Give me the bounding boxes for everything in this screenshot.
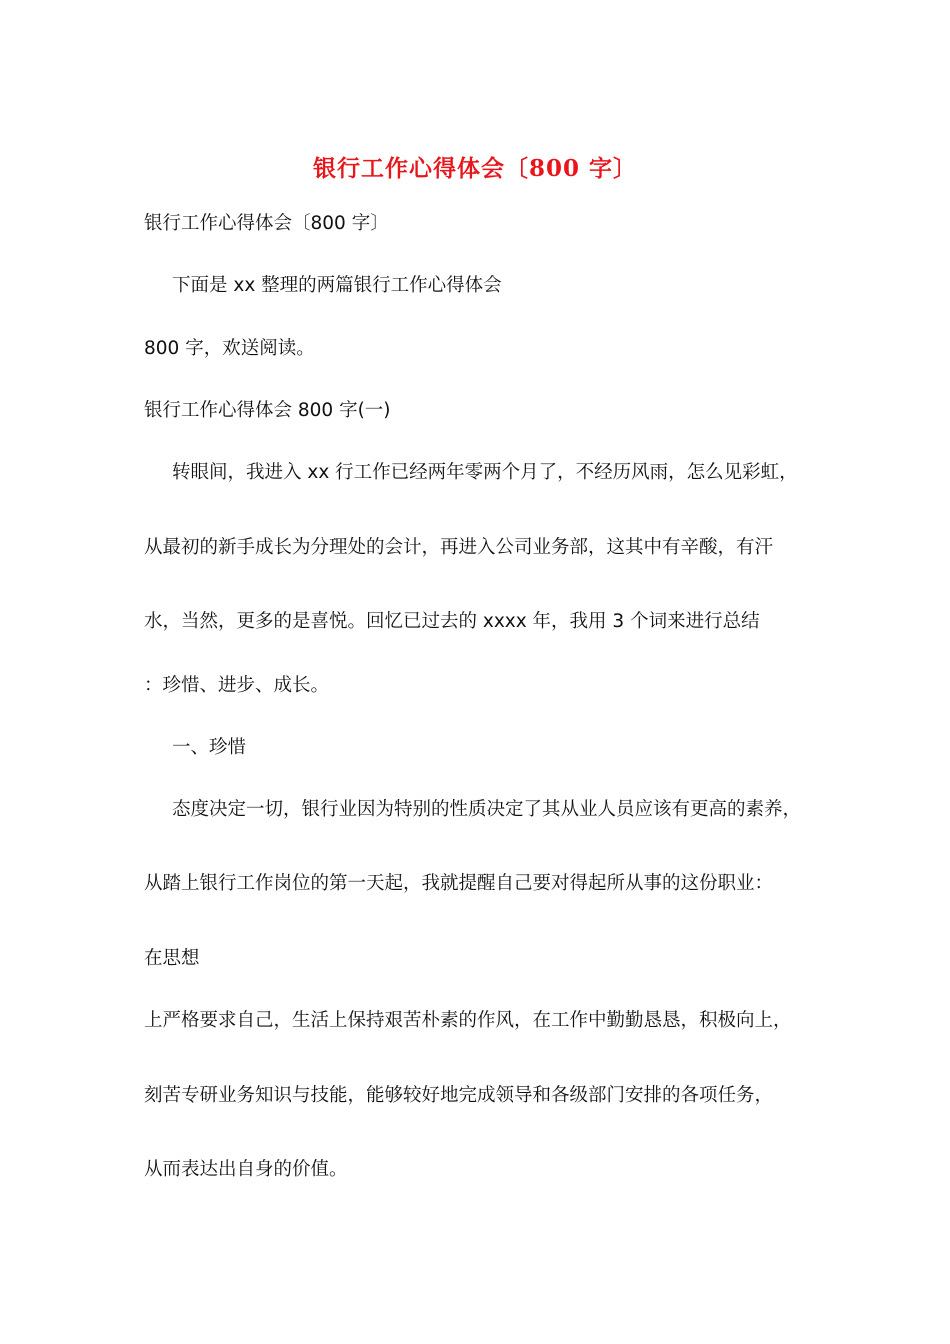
subtitle-line: 银行工作心得体会〔800 字〕 <box>144 213 389 234</box>
paragraph-line: 从而表达出自身的价值。 <box>144 1159 348 1180</box>
paragraph-line: 下面是 xx 整理的两篇银行工作心得体会 <box>172 275 502 296</box>
paragraph-line: 转眼间，我进入 xx 行工作已经两年零两个月了，不经历风雨，怎么见彩虹， <box>172 462 798 483</box>
paragraph-line: ：珍惜、进步、成长。 <box>144 675 330 696</box>
paragraph-line: 刻苦专研业务知识与技能，能够较好地完成领导和各级部门安排的各项任务， <box>144 1085 774 1106</box>
section-heading: 银行工作心得体会 800 字(一) <box>144 400 391 421</box>
paragraph-line: 从最初的新手成长为分理处的会计，再进入公司业务部，这其中有辛酸，有汗 <box>144 537 774 558</box>
document-title: 银行工作心得体会〔800 字〕 <box>312 155 638 182</box>
paragraph-line: 800 字，欢送阅读。 <box>144 338 315 359</box>
paragraph-line: 从踏上银行工作岗位的第一天起，我就提醒自己要对得起所从事的这份职业： <box>144 873 774 894</box>
paragraph-line: 态度决定一切，银行业因为特别的性质决定了其从业人员应该有更高的素养， <box>172 799 802 820</box>
paragraph-line: 上严格要求自己，生活上保持艰苦朴素的作风，在工作中勤勤恳恳，积极向上， <box>144 1010 792 1031</box>
section-heading: 一、珍惜 <box>172 737 247 758</box>
paragraph-line: 在思想 <box>144 948 200 969</box>
paragraph-line: 水，当然，更多的是喜悦。回忆已过去的 xxxx 年，我用 3 个词来进行总结 <box>144 611 760 632</box>
